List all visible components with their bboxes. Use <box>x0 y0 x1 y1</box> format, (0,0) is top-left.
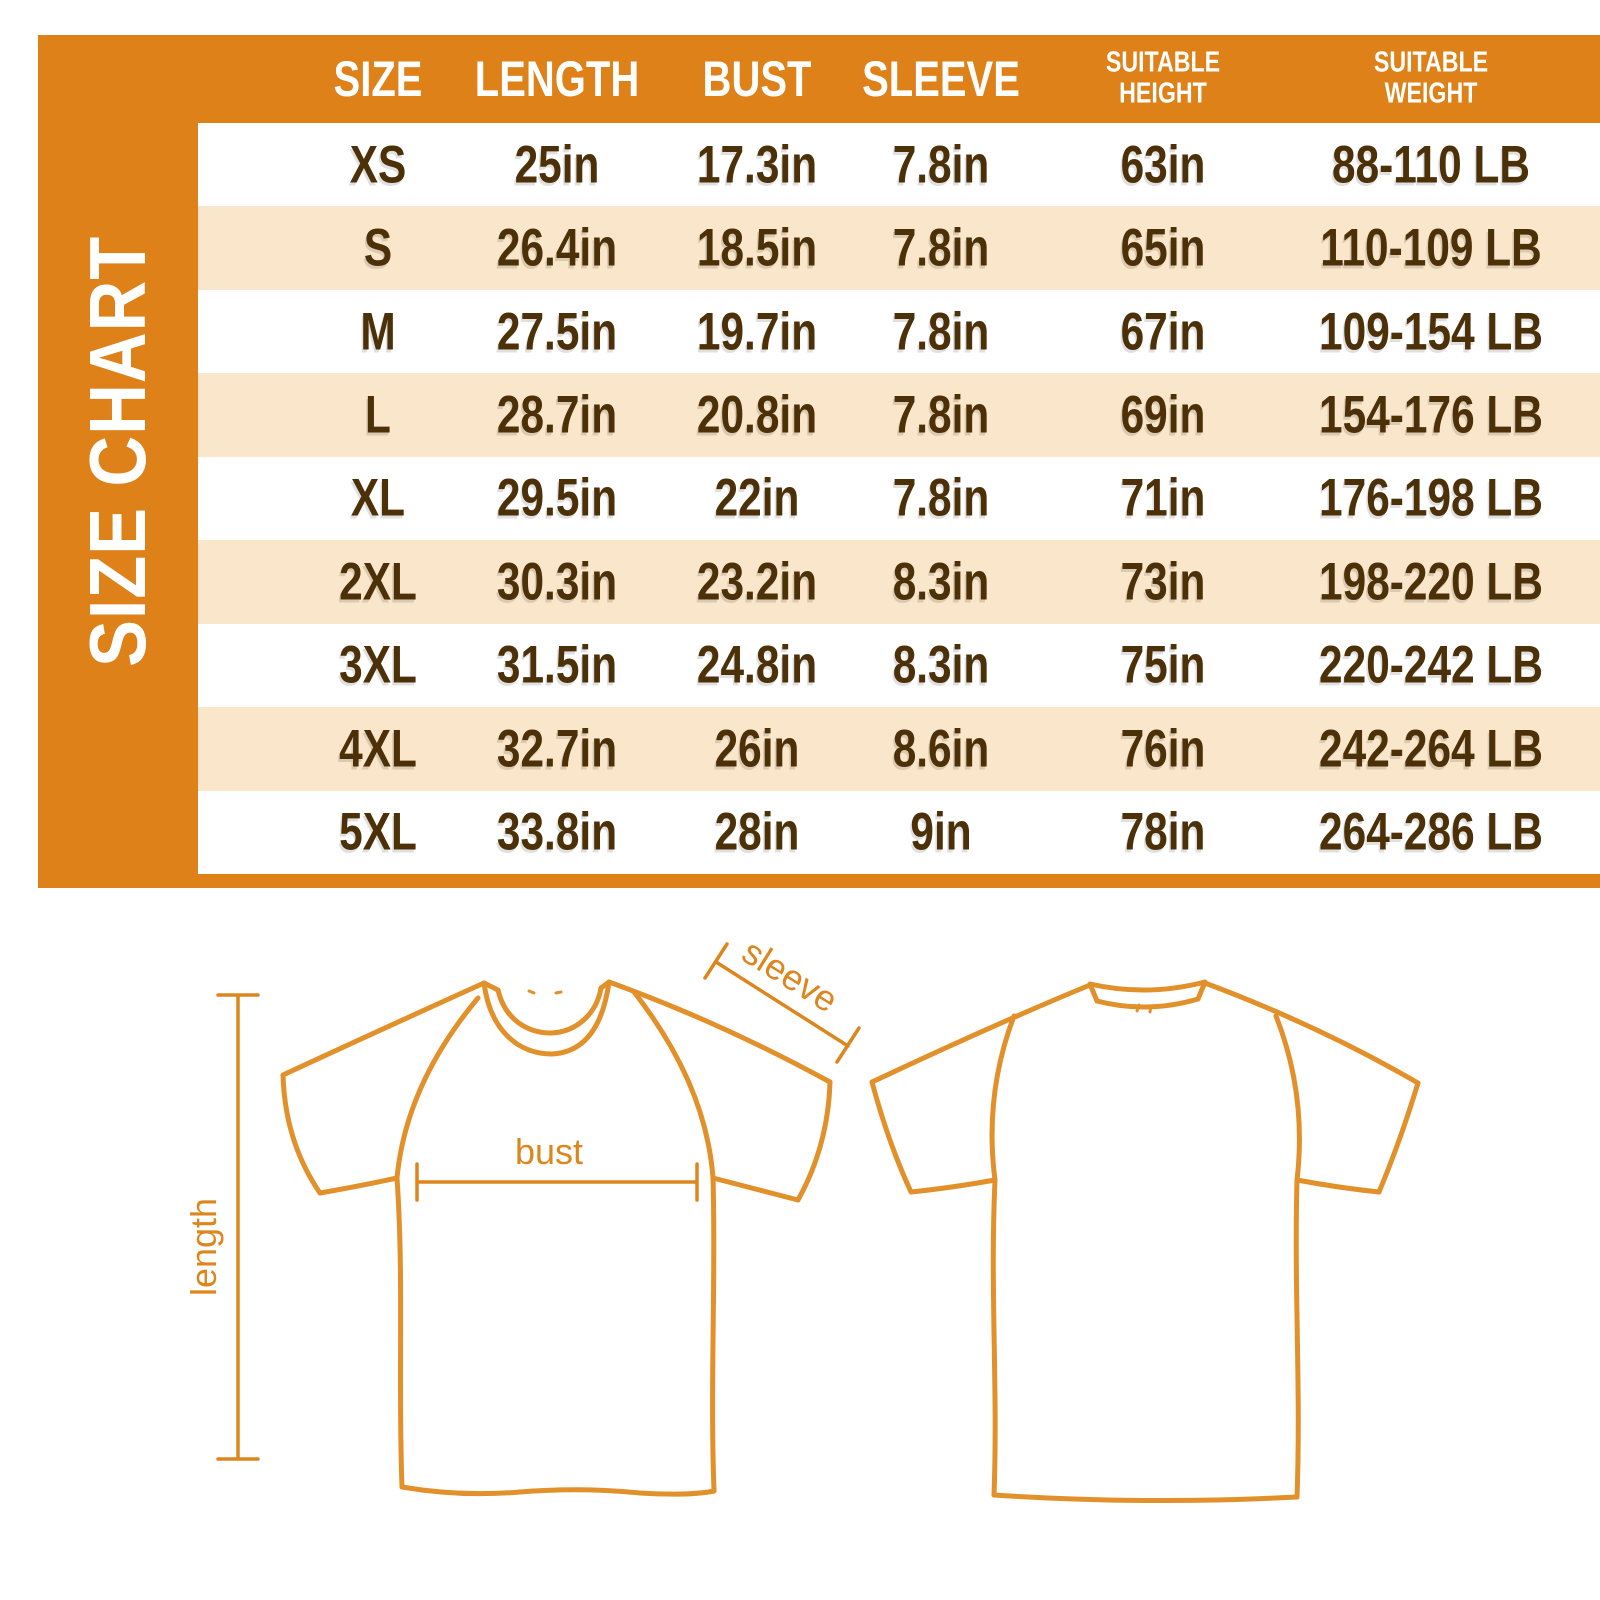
cell-suitable-weight: 109-154 LB <box>1319 302 1543 362</box>
header-sleeve: SLEEVE <box>862 51 1020 107</box>
cell-length: 26.4in <box>496 218 618 278</box>
cell-bust: 20.8in <box>696 385 818 445</box>
table-row <box>198 791 1600 874</box>
cell-suitable-height: 73in <box>1120 552 1206 612</box>
cell-sleeve: 7.8in <box>892 218 990 278</box>
header-suitable-weight <box>1374 48 1488 111</box>
cell-suitable-weight: 220-242 LB <box>1319 635 1543 695</box>
cell-size: 2XL <box>339 552 417 612</box>
cell-suitable-weight: 176-198 LB <box>1319 468 1543 528</box>
cell-suitable-weight: 198-220 LB <box>1319 552 1543 612</box>
cell-bust: 28in <box>714 802 800 862</box>
cell-suitable-height: 75in <box>1120 635 1206 695</box>
cell-sleeve: 8.3in <box>892 635 990 695</box>
cell-size: 5XL <box>339 802 417 862</box>
shirt-measurement-diagram <box>150 900 1550 1600</box>
cell-length: 27.5in <box>496 302 618 362</box>
cell-suitable-height: 67in <box>1120 302 1206 362</box>
cell-length: 28.7in <box>496 385 618 445</box>
cell-suitable-weight: 88-110 LB <box>1332 135 1530 195</box>
cell-suitable-weight: 242-264 LB <box>1319 719 1543 779</box>
table-row <box>198 290 1600 373</box>
cell-sleeve: 8.3in <box>892 552 990 612</box>
cell-size: S <box>363 218 393 278</box>
cell-suitable-height: 63in <box>1120 135 1206 195</box>
cell-bust: 19.7in <box>696 302 818 362</box>
cell-length: 30.3in <box>496 552 618 612</box>
table-row <box>198 624 1600 707</box>
cell-size: XS <box>349 135 407 195</box>
cell-size: 3XL <box>339 635 417 695</box>
cell-suitable-height: 71in <box>1120 468 1206 528</box>
cell-sleeve: 7.8in <box>892 135 990 195</box>
cell-length: 32.7in <box>496 719 618 779</box>
header-suitable-weight-line2: WEIGHT <box>1384 78 1478 110</box>
table-row <box>198 540 1600 623</box>
cell-sleeve: 7.8in <box>892 302 990 362</box>
measurement-lines <box>218 944 859 1459</box>
cell-suitable-weight: 110-109 LB <box>1320 218 1542 278</box>
cell-suitable-height: 65in <box>1120 218 1206 278</box>
cell-size: L <box>365 385 391 445</box>
cell-bust: 17.3in <box>696 135 818 195</box>
cell-sleeve: 7.8in <box>892 385 990 445</box>
sleeve-label: sleeve <box>735 930 846 1021</box>
table-row <box>198 707 1600 790</box>
cell-size: M <box>360 302 396 362</box>
table-row <box>198 457 1600 540</box>
cell-length: 29.5in <box>496 468 618 528</box>
cell-length: 25in <box>514 135 600 195</box>
cell-sleeve: 9in <box>910 802 972 862</box>
cell-suitable-height: 76in <box>1120 719 1206 779</box>
cell-bust: 18.5in <box>696 218 818 278</box>
page-title: SIZE CHART <box>73 235 162 667</box>
side-title-band <box>38 35 198 888</box>
table-row <box>198 373 1600 456</box>
cell-sleeve: 8.6in <box>892 719 990 779</box>
cell-suitable-weight: 264-286 LB <box>1319 802 1543 862</box>
header-suitable-height-line1: SUITABLE <box>1105 46 1221 79</box>
chart-frame <box>38 35 1600 888</box>
cell-suitable-height: 78in <box>1120 802 1206 862</box>
cell-bust: 22in <box>714 468 800 528</box>
cell-suitable-height: 69in <box>1120 385 1206 445</box>
header-suitable-height <box>1106 48 1220 111</box>
table-rows <box>198 123 1600 874</box>
header-suitable-weight-line1: SUITABLE <box>1373 46 1489 79</box>
cell-bust: 23.2in <box>696 552 818 612</box>
length-label: length <box>183 1197 224 1297</box>
table-row <box>198 206 1600 289</box>
table-row <box>198 123 1600 206</box>
header-suitable-height-line2: HEIGHT <box>1119 78 1207 110</box>
cell-size: 4XL <box>339 719 417 779</box>
bust-label: bust <box>514 1131 584 1172</box>
cell-size: XL <box>350 468 406 528</box>
cell-suitable-weight: 154-176 LB <box>1319 385 1543 445</box>
cell-bust: 24.8in <box>696 635 818 695</box>
back-shirt-diagram <box>872 982 1418 1501</box>
table-header <box>198 35 1600 123</box>
cell-length: 31.5in <box>496 635 618 695</box>
cell-length: 33.8in <box>496 802 618 862</box>
front-shirt-diagram <box>283 982 830 1494</box>
header-length: LENGTH <box>474 51 640 107</box>
header-size: SIZE <box>333 51 423 107</box>
cell-sleeve: 7.8in <box>892 468 990 528</box>
cell-bust: 26in <box>714 719 800 779</box>
header-bust: BUST <box>702 51 812 107</box>
